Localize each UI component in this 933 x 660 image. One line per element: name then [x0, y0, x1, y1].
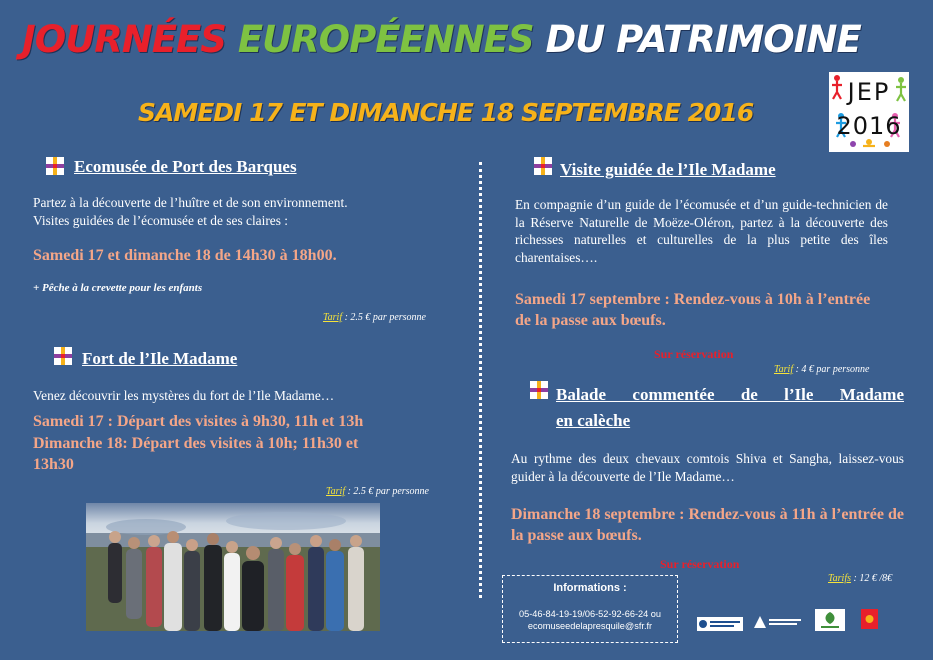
visite-desc: En compagnie d’un guide de l’écomusée et d’un guide-technicien de la Réserve Naturelle de Moëze-Oléron, partez à la découverte des richesses naturelles et culturelles de la plus petite des îles charentaises….: [515, 197, 888, 265]
tarif-value: : 12 € /8€: [853, 573, 893, 584]
balade-schedule: Dimanche 18 septembre : Rendez-vous à 11h à l’entrée de la passe aux bœufs.: [511, 506, 904, 544]
info-email[interactable]: ecomuseedelapresquile@sfr.fr: [527, 621, 653, 631]
ecomusee-schedule: Samedi 17 et dimanche 18 de 14h30 à 18h00.: [33, 247, 337, 264]
partner-logo-region: [861, 609, 878, 629]
group-visit-illustration: [86, 503, 380, 631]
section-title-balade-line2: en calèche: [556, 411, 631, 430]
info-phones: 05-46-84-19-19/06-52-92-66-24 ou: [519, 609, 661, 619]
partner-logo-reserve: [815, 609, 845, 631]
partner-logo-communaute: [697, 617, 743, 631]
jep-2016-logo: [829, 72, 909, 152]
partner-emblem-icon: [697, 617, 743, 631]
visite-reservation: Sur réservation: [654, 347, 734, 361]
column-divider: [479, 162, 482, 598]
section-title-balade-line1: Balade commentée de l’Ile Madame: [556, 385, 904, 404]
ecomusee-tarif: [323, 312, 426, 323]
visite-tarif: [774, 364, 869, 375]
fort-schedule-line2: Dimanche 18: Départ des visites à 10h; 11h30 et: [33, 435, 359, 452]
cross-icon: [46, 157, 64, 175]
tarif-label: Tarif: [326, 486, 346, 497]
page-title: [22, 18, 922, 61]
tarif-value: : 4 € par personne: [795, 364, 870, 375]
info-box: [502, 575, 678, 643]
fort-schedule-line3: 13h30: [33, 456, 74, 473]
ecomusee-desc-line2: Visites guidées de l’écomusée et de ses claires :: [33, 213, 289, 228]
title-part-patrimoine: DU PATRIMOINE: [545, 18, 861, 61]
fort-tarif: [326, 486, 429, 497]
title-part-journees: JOURNÉES: [22, 18, 226, 61]
ecomusee-extra: + Pêche à la crevette pour les enfants: [33, 282, 203, 294]
logo-year-text: 2016: [836, 112, 902, 140]
tarif-value: : 2.5 € par personne: [344, 312, 426, 323]
visite-schedule: Samedi 17 septembre : Rendez-vous à 10h à l’entrée de la passe aux bœufs.: [515, 291, 871, 329]
cross-icon: [534, 157, 552, 175]
cross-icon: [530, 381, 548, 399]
section-title-visite: Visite guidée de l’Ile Madame: [560, 160, 776, 179]
balade-desc: Au rythme des deux chevaux comtois Shiva et Sangha, laissez-vous guider à la découverte de l’Ile Madame…: [511, 451, 904, 484]
reserve-emblem-icon: [815, 609, 845, 631]
tarif-label: Tarif: [323, 312, 343, 323]
section-title-fort: Fort de l’Ile Madame: [82, 349, 238, 368]
tarif-value: : 2.5 € par personne: [347, 486, 429, 497]
info-heading: Informations :: [553, 582, 627, 594]
tarif-label: Tarif: [774, 364, 794, 375]
cross-icon: [54, 347, 72, 365]
title-part-europeennes: EUROPÉENNES: [237, 18, 534, 61]
logo-jep-text: JEP: [847, 78, 891, 106]
ecomusee-emblem-icon: [752, 614, 804, 630]
tarif-label: Tarifs: [828, 573, 851, 584]
balade-reservation: Sur réservation: [660, 557, 740, 571]
fort-schedule-line1: Samedi 17 : Départ des visites à 9h30, 11h et 13h: [33, 413, 364, 430]
fort-desc: Venez découvrir les mystères du fort de l’Ile Madame…: [33, 388, 335, 403]
event-dates: SAMEDI 17 ET DIMANCHE 18 SEPTEMBRE 2016: [138, 98, 754, 127]
ecomusee-desc-line1: Partez à la découverte de l’huître et de son environnement.: [33, 195, 348, 210]
balade-tarif: [828, 573, 892, 584]
group-visit-photo: [86, 503, 380, 631]
partner-logo-ecomusee: [752, 614, 804, 630]
section-title-ecomusee: Ecomusée de Port des Barques: [74, 157, 297, 176]
region-crest-icon: [861, 609, 878, 629]
